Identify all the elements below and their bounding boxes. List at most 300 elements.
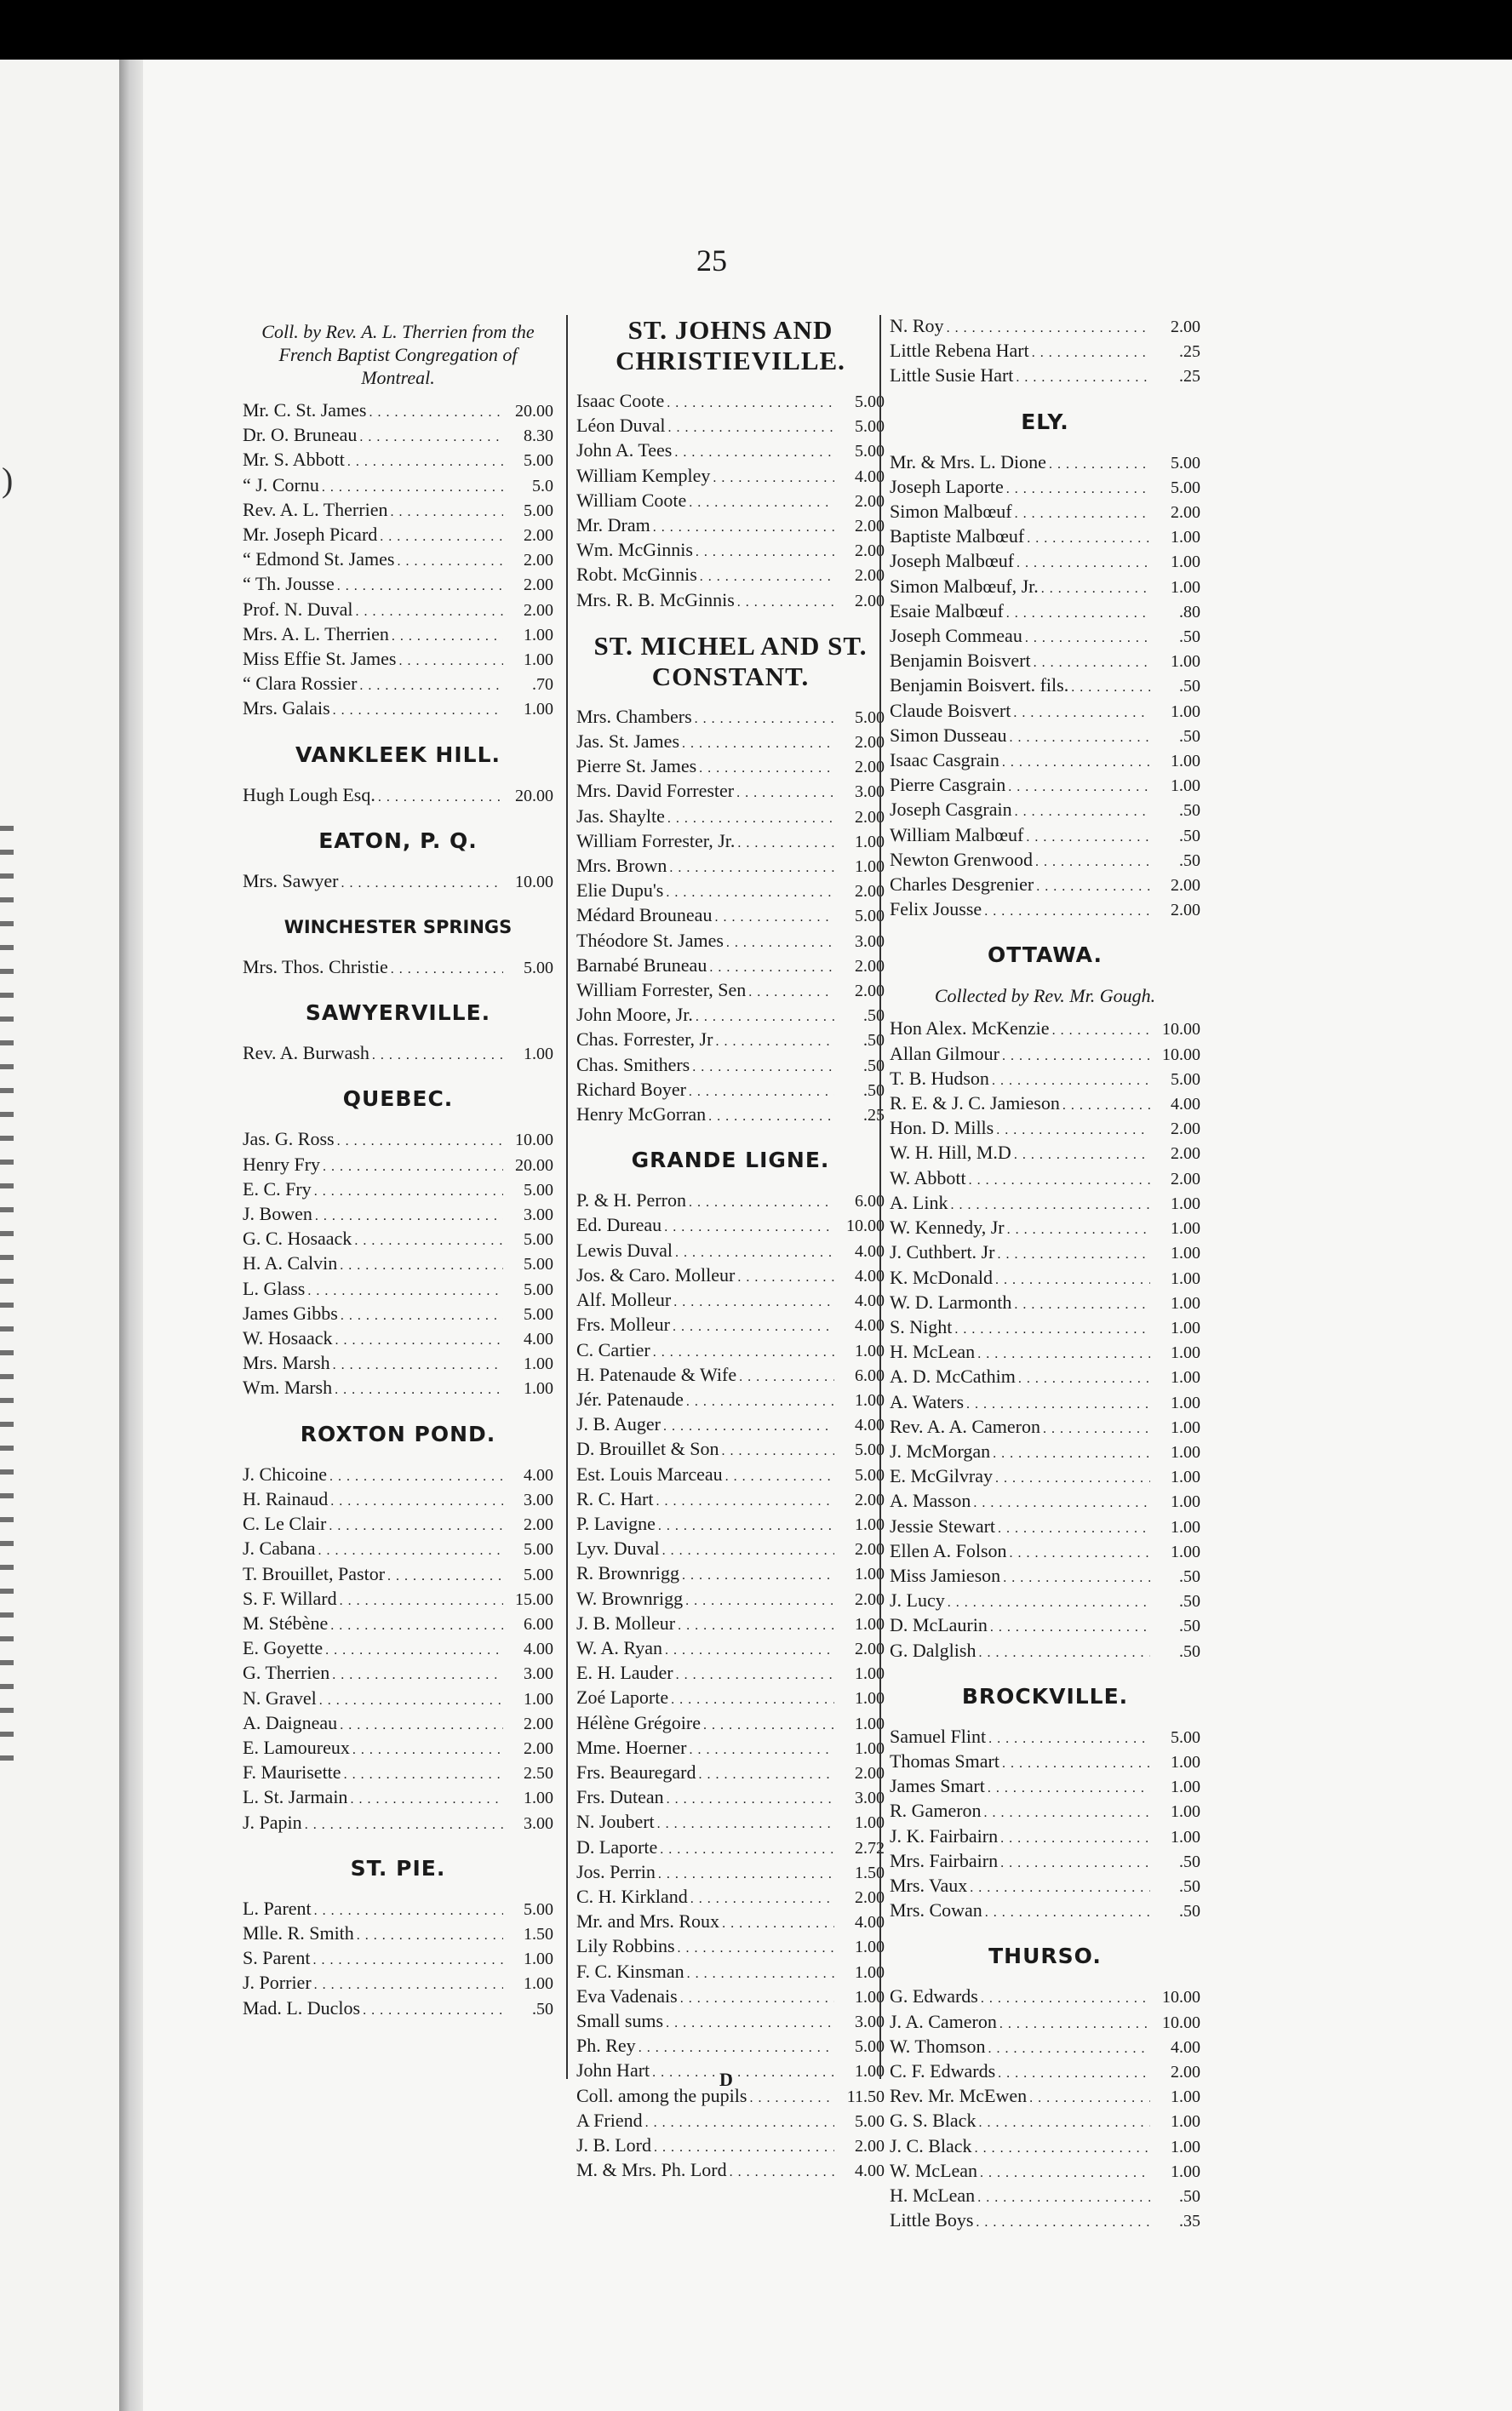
donor-name: J. B. Molleur	[576, 1612, 676, 1634]
donor-row	[243, 1154, 553, 1178]
donor-row	[890, 1726, 1200, 1750]
donor-row	[576, 2159, 885, 2184]
donor-row	[576, 1637, 885, 1662]
donor-name: H. McLean	[890, 1341, 976, 1363]
donation-amount: .50	[1179, 1566, 1200, 1586]
donation-amount: .25	[1179, 342, 1200, 362]
donor-row	[890, 550, 1200, 575]
donation-amount: 5.00	[855, 2111, 885, 2131]
donation-amount: 2.00	[855, 517, 885, 536]
donation-amount: 1.00	[524, 650, 553, 670]
donation-amount: 1.00	[1171, 2162, 1200, 2181]
donor-row	[890, 749, 1200, 774]
donor-row	[890, 724, 1200, 749]
donor-row	[576, 2035, 885, 2059]
dot-leader	[662, 1538, 834, 1562]
donor-row	[890, 1614, 1200, 1639]
donation-amount: 5.00	[855, 1440, 885, 1460]
dot-leader	[678, 1612, 834, 1637]
dot-leader	[703, 1712, 834, 1737]
dot-leader	[397, 548, 503, 573]
dot-leader	[658, 1513, 834, 1538]
donor-row	[576, 439, 885, 464]
dot-leader	[654, 2134, 834, 2159]
donor-name: Baptiste Malbœuf	[890, 525, 1025, 547]
donor-row	[243, 1761, 553, 1786]
donation-amount: 1.00	[1171, 1318, 1200, 1337]
donor-row	[890, 1017, 1200, 1042]
dot-leader	[1025, 625, 1150, 650]
donor-row	[576, 1513, 885, 1538]
dot-leader	[687, 1961, 834, 1985]
donor-name: W. McLean	[890, 2159, 978, 2181]
donation-amount: 5.00	[524, 1255, 553, 1274]
donor-name: W. Kennedy, Jr	[890, 1217, 1005, 1239]
donor-name: Dr. O. Bruneau	[243, 424, 358, 446]
donor-name: Jessie Stewart	[890, 1515, 996, 1537]
donor-row	[576, 415, 885, 439]
dot-leader	[1049, 451, 1150, 476]
dot-leader	[323, 1154, 503, 1178]
donor-row	[243, 1327, 553, 1352]
donor-name: W. D. Larmonth	[890, 1291, 1012, 1313]
donor-row	[890, 898, 1200, 923]
donation-amount: 1.50	[855, 1863, 885, 1882]
donor-row	[243, 1042, 553, 1067]
donation-amount: 10.00	[1162, 1988, 1200, 2007]
donor-row	[243, 697, 553, 722]
donor-row	[890, 340, 1200, 364]
donation-amount: 8.30	[524, 427, 553, 446]
dot-leader	[676, 1662, 834, 1687]
donor-row	[576, 879, 885, 904]
donor-name: Frs. Molleur	[576, 1314, 670, 1336]
donor-name: William Forrester, Sen	[576, 979, 747, 1001]
donor-row	[576, 1562, 885, 1587]
donor-row	[890, 2011, 1200, 2036]
dot-leader	[341, 1303, 503, 1327]
donor-name: Coll. among the pupils	[576, 2084, 747, 2106]
donor-row	[243, 1737, 553, 1761]
donor-name: J. B. Auger	[576, 1413, 661, 1435]
donor-name: E. C. Fry	[243, 1177, 312, 1200]
donation-amount: .25	[863, 1106, 885, 1125]
donor-name: Jas. G. Ross	[243, 1128, 335, 1150]
donation-amount: 2.00	[855, 882, 885, 902]
dot-leader	[950, 1192, 1150, 1217]
dot-leader	[1027, 525, 1150, 550]
dot-leader	[319, 1687, 503, 1712]
dot-leader	[352, 1737, 503, 1761]
donor-name: Eva Vadenais	[576, 1984, 678, 2007]
donation-amount: .50	[863, 1006, 885, 1026]
donation-amount: 1.00	[1171, 528, 1200, 547]
dot-leader	[1000, 1825, 1150, 1850]
donor-name: Mrs. Cowan	[890, 1899, 982, 1921]
donor-row	[890, 1800, 1200, 1824]
donor-name: Mrs. A. L. Therrien	[243, 622, 389, 644]
dot-leader	[984, 898, 1150, 923]
donor-section	[890, 315, 1200, 390]
donor-row	[890, 1750, 1200, 1775]
dot-leader	[714, 904, 834, 929]
donation-amount: 2.00	[855, 956, 885, 976]
donor-row	[576, 904, 885, 929]
donor-row	[890, 1515, 1200, 1540]
donor-name: Thomas Smart	[890, 1750, 999, 1772]
donor-row	[890, 873, 1200, 898]
donor-name: C. Cartier	[576, 1338, 650, 1360]
donor-row	[890, 315, 1200, 340]
donor-name: Miss Jamieson	[890, 1564, 1001, 1586]
donation-amount: 4.00	[524, 1640, 553, 1659]
donor-name: M. Stébène	[243, 1612, 329, 1634]
donor-name: W. Abbott	[890, 1166, 966, 1188]
donation-amount: 2.00	[855, 1589, 885, 1609]
donor-row	[576, 954, 885, 979]
donation-amount: 2.00	[855, 1490, 885, 1509]
dot-leader	[357, 1922, 503, 1947]
donation-amount: 1.00	[524, 625, 553, 644]
dot-leader	[314, 1972, 503, 1996]
section-heading: GRANDE LIGNE.	[631, 1148, 830, 1173]
donor-name: Frs. Beauregard	[576, 1761, 696, 1783]
donor-name: E. Lamoureux	[243, 1736, 350, 1758]
donor-row	[243, 474, 553, 499]
dot-leader	[999, 2011, 1150, 2036]
donation-amount: 1.00	[1171, 577, 1200, 597]
donor-name: Est. Louis Marceau	[576, 1463, 723, 1485]
donation-amount: 1.00	[1171, 1802, 1200, 1822]
donor-name: Benjamin Boisvert	[890, 650, 1031, 672]
donor-name: Lewis Duval	[576, 1239, 673, 1261]
donation-amount: 1.00	[855, 832, 885, 851]
dot-leader	[1018, 1366, 1150, 1390]
donation-amount: 5.00	[855, 907, 885, 926]
donation-amount: .50	[1179, 627, 1200, 647]
donor-name: R. C. Hart	[576, 1487, 654, 1509]
donation-amount: 4.00	[524, 1330, 553, 1349]
donor-name: Hugh Lough Esq.	[243, 783, 375, 805]
donor-name: Théodore St. James	[576, 929, 724, 951]
dot-leader	[653, 1339, 834, 1364]
donation-amount: 5.00	[524, 451, 553, 471]
dot-leader	[695, 706, 834, 730]
dot-leader	[318, 1538, 503, 1562]
donor-row	[243, 1947, 553, 1972]
dot-leader	[675, 1240, 834, 1264]
donor-row	[890, 1825, 1200, 1850]
donation-amount: 1.00	[1171, 1268, 1200, 1288]
donation-amount: 5.00	[855, 2037, 885, 2057]
donation-amount: .50	[1179, 726, 1200, 746]
donor-row	[576, 755, 885, 780]
dot-leader	[976, 2209, 1150, 2234]
page-number: 25	[696, 243, 727, 278]
donor-row	[576, 1004, 885, 1028]
donation-amount: 1.00	[1171, 1417, 1200, 1437]
donation-amount: 4.00	[524, 1465, 553, 1485]
dot-leader	[969, 1167, 1150, 1192]
donor-section	[243, 1421, 553, 1836]
donor-row	[576, 1588, 885, 1612]
dot-leader	[314, 1898, 503, 1922]
donor-row	[576, 805, 885, 830]
donation-amount: 5.00	[524, 1540, 553, 1560]
donation-amount: 4.00	[855, 1266, 885, 1286]
dot-leader	[1002, 749, 1150, 774]
donor-row	[243, 1377, 553, 1401]
donation-amount: 2.72	[855, 1838, 885, 1858]
donor-name: A. Waters	[890, 1390, 965, 1412]
dot-leader	[748, 979, 834, 1004]
dot-leader	[1052, 1017, 1150, 1042]
donor-row	[890, 1985, 1200, 2010]
donor-row	[890, 2085, 1200, 2110]
donor-row	[576, 1687, 885, 1711]
donation-amount: 1.00	[1171, 1244, 1200, 1263]
dot-leader	[699, 1761, 834, 1786]
donor-row	[243, 623, 553, 648]
column-1	[243, 315, 553, 2086]
dot-leader	[652, 2059, 834, 2084]
donation-amount: 4.00	[855, 1316, 885, 1336]
donation-amount: 2.00	[855, 758, 885, 777]
column-2	[566, 315, 885, 2181]
donor-section	[890, 409, 1200, 924]
donor-name: Mr. Joseph Picard	[243, 524, 378, 546]
donation-amount: .50	[1179, 2187, 1200, 2206]
donor-row	[576, 780, 885, 805]
donor-row	[890, 364, 1200, 389]
donation-amount: 2.00	[855, 1763, 885, 1783]
donor-name: “ Th. Jousse	[243, 573, 335, 595]
donation-amount: 1.00	[524, 700, 553, 719]
dot-leader	[665, 1637, 834, 1662]
donor-row	[576, 2010, 885, 2035]
donor-name: Hélène Grégoire	[576, 1711, 701, 1733]
dot-leader	[966, 1391, 1150, 1416]
donor-name: A. Daigneau	[243, 1711, 338, 1733]
dot-leader	[715, 1028, 834, 1053]
donor-row	[243, 1203, 553, 1228]
donor-name: Mr. and Mrs. Roux	[576, 1910, 720, 1933]
donor-name: G. Therrien	[243, 1662, 330, 1684]
donor-name: Esaie Malbœuf	[890, 599, 1004, 621]
collector-note: Collected by Rev. Mr. Gough.	[934, 985, 1156, 1007]
donation-amount: 1.00	[1171, 752, 1200, 771]
section-heading: EATON, P. Q.	[318, 828, 478, 853]
donor-name: Alf. Molleur	[576, 1289, 672, 1311]
donor-row	[576, 1811, 885, 1835]
donation-amount: 5.00	[524, 1304, 553, 1324]
donor-row	[890, 2209, 1200, 2234]
dot-leader	[700, 564, 834, 588]
donor-name: E. McGilvray	[890, 1465, 993, 1487]
dot-leader	[998, 2060, 1150, 2085]
donation-amount: .50	[1179, 1902, 1200, 1921]
donor-name: W. A. Ryan	[576, 1636, 662, 1658]
donor-name: Charles Desgrenier	[890, 873, 1034, 896]
donation-amount: 5.00	[524, 501, 553, 520]
donor-name: Isaac Coote	[576, 390, 665, 411]
donor-row	[576, 1861, 885, 1886]
donor-section	[243, 1085, 553, 1401]
donor-row	[890, 700, 1200, 724]
donor-name: J. C. Black	[890, 2134, 972, 2156]
donor-name: Little Susie Hart	[890, 364, 1014, 387]
donor-name: Rev. A. L. Therrien	[243, 498, 388, 520]
donation-amount: .80	[1179, 602, 1200, 621]
donor-row	[890, 1192, 1200, 1217]
donor-row	[890, 625, 1200, 650]
donation-amount: 1.00	[1171, 652, 1200, 672]
donation-amount: 1.00	[1171, 1194, 1200, 1213]
dot-leader	[737, 589, 834, 614]
donation-amount: 20.00	[515, 402, 553, 421]
donor-row	[576, 1364, 885, 1389]
donor-name: H. A. Calvin	[243, 1252, 338, 1274]
donor-name: N. Joubert	[576, 1811, 655, 1833]
donor-name: H. Patenaude & Wife	[576, 1363, 737, 1385]
donation-amount: 4.00	[855, 1416, 885, 1435]
donor-row	[890, 1640, 1200, 1664]
donation-amount: 2.00	[855, 1540, 885, 1560]
donor-row	[243, 784, 553, 809]
donor-row	[890, 674, 1200, 699]
donor-name: Felix Jousse	[890, 898, 982, 920]
dot-leader	[372, 1042, 503, 1067]
donation-amount: 3.00	[855, 931, 885, 951]
dot-leader	[1010, 1540, 1150, 1565]
donor-name: W. Brownrigg	[576, 1587, 684, 1609]
donation-amount: .35	[1179, 2212, 1200, 2231]
donor-row	[243, 1513, 553, 1538]
donor-row	[243, 1997, 553, 2022]
donation-amount: 5.00	[1171, 453, 1200, 472]
donation-amount: 1.00	[1171, 1393, 1200, 1412]
donation-amount: .50	[1179, 1617, 1200, 1636]
donor-name: Miss Effie St. James	[243, 648, 397, 670]
donor-name: “ Clara Rossier	[243, 673, 358, 695]
donation-amount: 5.00	[855, 442, 885, 461]
donation-amount: 5.0	[532, 476, 553, 495]
dot-leader	[988, 1726, 1150, 1750]
donation-amount: 1.00	[1171, 1517, 1200, 1537]
donation-amount: 5.00	[1171, 478, 1200, 497]
donation-amount: 10.00	[1162, 1045, 1200, 1064]
dot-leader	[335, 1327, 504, 1352]
dot-leader	[340, 1252, 503, 1277]
donor-name: Mrs. David Forrester	[576, 780, 735, 802]
dot-leader	[689, 1079, 834, 1103]
donor-row	[576, 855, 885, 879]
donor-row	[890, 1316, 1200, 1341]
donor-name: A Friend	[576, 2109, 643, 2131]
donor-name: G. Dalglish	[890, 1639, 976, 1661]
dot-leader	[356, 598, 503, 623]
donation-amount: 1.00	[855, 1341, 885, 1360]
dot-leader	[980, 2160, 1150, 2185]
donation-amount: 1.00	[855, 1987, 885, 2007]
donor-name: S. Night	[890, 1315, 953, 1337]
donor-row	[243, 1178, 553, 1203]
donor-row	[576, 1761, 885, 1786]
donation-amount: 6.00	[855, 1366, 885, 1385]
dot-leader	[948, 1589, 1150, 1614]
donor-row	[243, 1712, 553, 1737]
dot-leader	[690, 1737, 834, 1761]
dot-leader	[1016, 364, 1150, 389]
section-heading: BROCKVILLE.	[961, 1683, 1129, 1709]
donor-row	[576, 1935, 885, 1960]
donation-amount: 1.00	[855, 1689, 885, 1709]
dot-leader	[359, 673, 503, 697]
donor-name: Zoé Laporte	[576, 1687, 669, 1709]
donation-amount: 5.00	[855, 417, 885, 437]
section-heading: ST. PIE.	[350, 1855, 446, 1881]
donor-name: Mr. & Mrs. L. Dione	[890, 450, 1046, 472]
dot-leader	[1006, 600, 1150, 625]
dot-leader	[330, 1488, 503, 1513]
donation-amount: .50	[1179, 1852, 1200, 1871]
donor-name: Joseph Malbœuf	[890, 550, 1015, 572]
donor-row	[890, 774, 1200, 799]
donation-amount: 4.00	[855, 467, 885, 486]
donor-row	[890, 1267, 1200, 1291]
donor-row	[243, 1488, 553, 1513]
donor-name: Hon Alex. McKenzie	[890, 1017, 1050, 1039]
donation-amount: 5.00	[1171, 1727, 1200, 1747]
donation-amount: 1.00	[1171, 1343, 1200, 1363]
donor-name: Jos. Perrin	[576, 1860, 656, 1882]
donation-amount: .50	[863, 1056, 885, 1075]
donor-row	[576, 514, 885, 539]
donor-name: Chas. Smithers	[576, 1053, 690, 1075]
donor-name: Henry McGorran	[576, 1103, 707, 1125]
dot-leader	[997, 1241, 1150, 1266]
donor-row	[890, 2135, 1200, 2160]
donor-name: J. Bowen	[243, 1203, 312, 1225]
donation-amount: 5.00	[524, 1180, 553, 1200]
donation-amount: 2.00	[1171, 503, 1200, 523]
donor-name: Joseph Casgrain	[890, 799, 1012, 821]
donation-amount: .50	[532, 1999, 553, 2019]
donor-row	[576, 1612, 885, 1637]
donor-row	[890, 2160, 1200, 2185]
donor-section	[890, 1943, 1200, 2234]
donation-amount: 1.00	[1171, 2087, 1200, 2107]
dot-leader	[645, 2110, 834, 2134]
donation-amount: .50	[1179, 1641, 1200, 1661]
donor-row	[243, 1563, 553, 1588]
dot-leader	[363, 1997, 503, 2022]
donation-amount: .50	[1179, 677, 1200, 696]
column-3	[879, 315, 1200, 2231]
dot-leader	[664, 1214, 834, 1239]
donor-row	[243, 573, 553, 598]
donor-name: A. D. McCathim	[890, 1366, 1016, 1388]
donor-name: E. H. Lauder	[576, 1662, 673, 1684]
donor-row	[243, 1252, 553, 1277]
donor-name: D. McLaurin	[890, 1614, 988, 1636]
donor-name: J. Papin	[243, 1811, 302, 1833]
donation-amount: .50	[863, 1031, 885, 1051]
donation-amount: .50	[1179, 850, 1200, 870]
donation-amount: 1.00	[1171, 702, 1200, 721]
donor-row	[890, 1875, 1200, 1899]
donor-row	[243, 1687, 553, 1712]
